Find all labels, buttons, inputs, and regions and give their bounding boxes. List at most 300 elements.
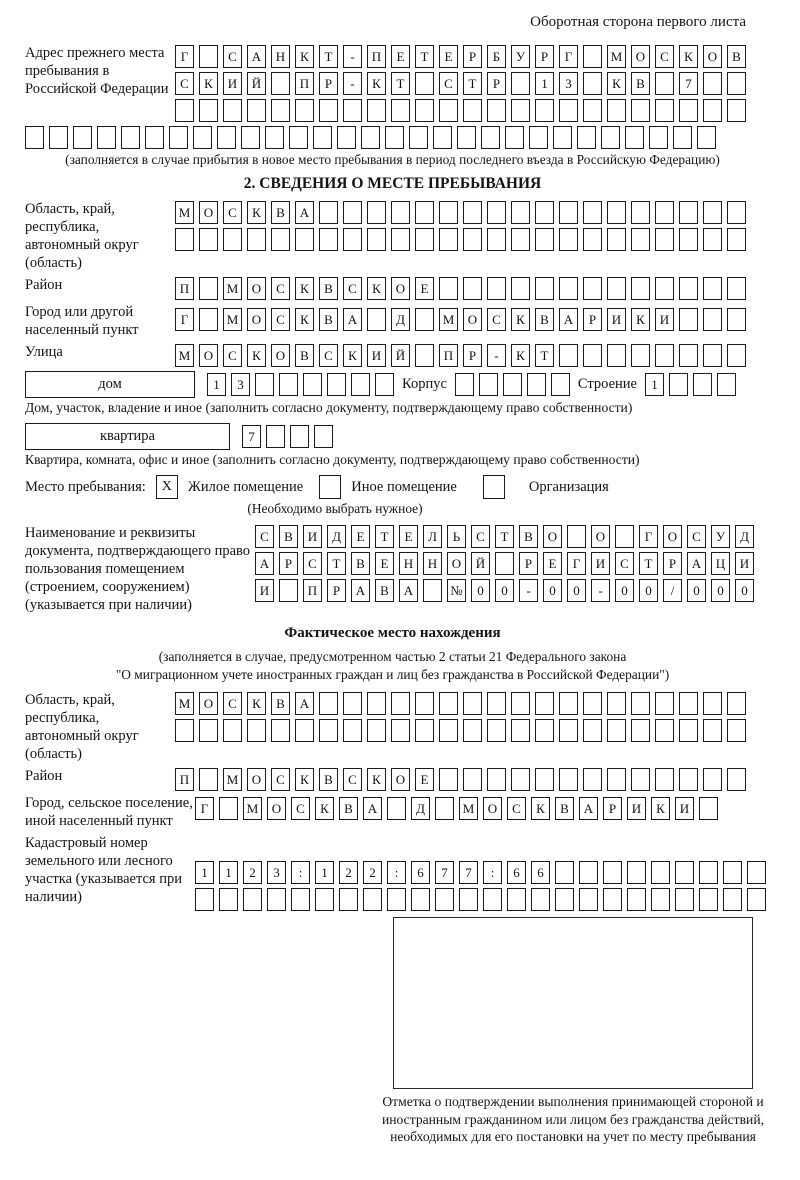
char-cell <box>675 888 694 911</box>
char-cell: Н <box>271 45 290 68</box>
char-cell: Т <box>639 552 658 575</box>
char-cell <box>559 228 578 251</box>
char-cell <box>367 308 386 331</box>
char-cell <box>487 719 506 742</box>
char-cell <box>655 99 674 122</box>
char-cell: П <box>295 72 314 95</box>
char-cell <box>279 579 298 602</box>
char-cell <box>314 425 333 448</box>
char-cell <box>535 228 554 251</box>
char-cell <box>655 344 674 367</box>
char-cell: К <box>631 308 650 331</box>
char-cell <box>555 888 574 911</box>
char-cell: 6 <box>507 861 526 884</box>
residential-checkbox: X <box>156 475 178 499</box>
char-cell: - <box>343 72 362 95</box>
char-cell <box>631 768 650 791</box>
char-cell <box>559 768 578 791</box>
char-cell <box>295 719 314 742</box>
residential-label: Жилое помещение <box>187 478 304 495</box>
char-cell: / <box>663 579 682 602</box>
char-cell: Т <box>463 72 482 95</box>
char-cell: С <box>271 768 290 791</box>
char-cell <box>223 99 242 122</box>
previous-address-row-1 <box>175 45 746 68</box>
char-cell <box>271 72 290 95</box>
char-cell: 7 <box>435 861 454 884</box>
char-cell: 0 <box>735 579 754 602</box>
stay-place-note: (Необходимо выбрать нужное) <box>247 501 423 517</box>
char-cell: Б <box>487 45 506 68</box>
previous-address-row-2 <box>175 72 746 95</box>
char-cell <box>697 126 716 149</box>
actual-location-note-line2: "О миграционном учете иностранных граждан и лиц без гражданства в Российской Федерации") <box>115 667 670 683</box>
organization-checkbox <box>483 475 505 499</box>
char-cell <box>319 201 338 224</box>
char-cell: Д <box>391 308 410 331</box>
char-cell: Е <box>375 552 394 575</box>
char-cell: С <box>343 277 362 300</box>
char-cell <box>535 768 554 791</box>
document-row-1 <box>255 525 754 548</box>
char-cell <box>303 373 322 396</box>
char-cell: Е <box>351 525 370 548</box>
char-cell: В <box>519 525 538 548</box>
char-cell: 1 <box>535 72 554 95</box>
char-cell <box>503 373 522 396</box>
char-cell <box>409 126 428 149</box>
document-block <box>25 525 760 615</box>
char-cell: 1 <box>195 861 214 884</box>
char-cell: 2 <box>243 861 262 884</box>
char-cell <box>435 888 454 911</box>
char-cell <box>25 126 44 149</box>
char-cell: Ь <box>447 525 466 548</box>
char-cell <box>703 277 722 300</box>
char-cell <box>145 126 164 149</box>
char-cell: 0 <box>639 579 658 602</box>
char-cell: У <box>711 525 730 548</box>
char-cell: 1 <box>219 861 238 884</box>
char-cell <box>607 228 626 251</box>
char-cell <box>727 344 746 367</box>
char-cell: О <box>663 525 682 548</box>
char-cell <box>481 126 500 149</box>
char-cell <box>391 201 410 224</box>
char-cell <box>271 99 290 122</box>
char-cell <box>631 277 650 300</box>
char-cell: В <box>535 308 554 331</box>
confirmation-stamp-box <box>393 917 753 1089</box>
char-cell <box>699 861 718 884</box>
char-cell <box>247 228 266 251</box>
char-cell <box>607 692 626 715</box>
char-cell <box>693 373 712 396</box>
char-cell: Г <box>567 552 586 575</box>
char-cell <box>559 692 578 715</box>
char-cell <box>583 768 602 791</box>
char-cell: Ц <box>711 552 730 575</box>
char-cell <box>583 344 602 367</box>
stroenie-row <box>645 373 736 396</box>
char-cell <box>679 277 698 300</box>
char-cell <box>487 768 506 791</box>
char-cell <box>463 277 482 300</box>
char-cell: Т <box>319 45 338 68</box>
char-cell <box>669 373 688 396</box>
house-number-row <box>207 373 394 396</box>
korpus-label: Корпус <box>402 375 447 392</box>
char-cell <box>583 719 602 742</box>
char-cell: К <box>199 72 218 95</box>
char-cell <box>223 228 242 251</box>
char-cell: С <box>291 797 310 820</box>
char-cell <box>367 228 386 251</box>
char-cell <box>703 99 722 122</box>
char-cell: В <box>339 797 358 820</box>
char-cell: И <box>223 72 242 95</box>
char-cell: М <box>607 45 626 68</box>
char-cell <box>507 888 526 911</box>
char-cell: 0 <box>567 579 586 602</box>
char-cell <box>679 719 698 742</box>
char-cell <box>463 768 482 791</box>
char-cell <box>439 201 458 224</box>
char-cell: О <box>463 308 482 331</box>
char-cell: Г <box>195 797 214 820</box>
char-cell <box>675 861 694 884</box>
city-block <box>25 304 760 340</box>
char-cell <box>243 888 262 911</box>
char-cell <box>559 277 578 300</box>
char-cell: А <box>363 797 382 820</box>
char-cell: И <box>367 344 386 367</box>
char-cell <box>535 277 554 300</box>
char-cell: : <box>387 861 406 884</box>
char-cell <box>511 719 530 742</box>
char-cell: А <box>399 579 418 602</box>
char-cell: И <box>735 552 754 575</box>
cadastral-row-2 <box>195 888 766 911</box>
char-cell <box>607 344 626 367</box>
char-cell <box>343 99 362 122</box>
char-cell <box>579 888 598 911</box>
actual-region-row-2 <box>175 719 746 742</box>
char-cell <box>679 768 698 791</box>
char-cell <box>289 126 308 149</box>
char-cell: Й <box>247 72 266 95</box>
char-cell <box>439 768 458 791</box>
char-cell <box>559 719 578 742</box>
actual-district-row <box>175 768 746 791</box>
char-cell: 0 <box>495 579 514 602</box>
char-cell: 1 <box>207 373 226 396</box>
char-cell: О <box>703 45 722 68</box>
char-cell <box>385 126 404 149</box>
city-row <box>175 308 746 331</box>
char-cell <box>631 344 650 367</box>
char-cell: И <box>627 797 646 820</box>
char-cell <box>511 99 530 122</box>
char-cell <box>367 692 386 715</box>
char-cell: С <box>271 277 290 300</box>
char-cell <box>655 719 674 742</box>
char-cell: 7 <box>242 425 261 448</box>
char-cell: С <box>223 692 242 715</box>
char-cell: Т <box>327 552 346 575</box>
char-cell <box>219 888 238 911</box>
actual-settlement-row <box>195 797 718 820</box>
char-cell: М <box>175 201 194 224</box>
char-cell <box>723 861 742 884</box>
char-cell: 7 <box>679 72 698 95</box>
char-cell <box>415 228 434 251</box>
char-cell <box>679 308 698 331</box>
char-cell: У <box>511 45 530 68</box>
char-cell: А <box>295 201 314 224</box>
char-cell: Е <box>415 277 434 300</box>
other-premises-checkbox <box>319 475 341 499</box>
char-cell <box>583 45 602 68</box>
char-cell: 1 <box>315 861 334 884</box>
char-cell <box>463 692 482 715</box>
char-cell <box>241 126 260 149</box>
char-cell <box>717 373 736 396</box>
char-cell: С <box>255 525 274 548</box>
char-cell <box>727 308 746 331</box>
char-cell: С <box>487 308 506 331</box>
char-cell: 0 <box>543 579 562 602</box>
char-cell: К <box>295 308 314 331</box>
char-cell <box>315 888 334 911</box>
char-cell <box>199 308 218 331</box>
char-cell <box>271 719 290 742</box>
char-cell <box>535 99 554 122</box>
char-cell: К <box>247 692 266 715</box>
char-cell <box>631 201 650 224</box>
char-cell: Т <box>391 72 410 95</box>
region-block <box>25 201 760 273</box>
actual-location-note-line1: (заполняется в случае, предусмотренном частью 2 статьи 21 Федерального закона <box>158 649 627 665</box>
char-cell: Т <box>495 525 514 548</box>
char-cell: А <box>579 797 598 820</box>
char-cell: С <box>223 201 242 224</box>
char-cell <box>655 72 674 95</box>
char-cell: М <box>223 308 242 331</box>
apartment-row <box>242 425 333 448</box>
cadastral-row-1 <box>195 861 766 884</box>
char-cell <box>723 888 742 911</box>
char-cell <box>583 201 602 224</box>
char-cell: П <box>175 277 194 300</box>
char-cell <box>415 72 434 95</box>
char-cell <box>555 861 574 884</box>
street-label: Улица <box>25 343 63 360</box>
char-cell <box>535 201 554 224</box>
char-cell <box>463 99 482 122</box>
char-cell <box>703 201 722 224</box>
char-cell: К <box>247 344 266 367</box>
char-cell <box>583 72 602 95</box>
char-cell: Р <box>583 308 602 331</box>
char-cell <box>607 768 626 791</box>
char-cell: № <box>447 579 466 602</box>
char-cell: В <box>351 552 370 575</box>
char-cell: В <box>727 45 746 68</box>
char-cell <box>559 344 578 367</box>
previous-address-row-3 <box>175 99 746 122</box>
street-row <box>175 344 746 367</box>
char-cell <box>703 72 722 95</box>
char-cell: Т <box>415 45 434 68</box>
char-cell <box>631 692 650 715</box>
char-cell <box>603 861 622 884</box>
char-cell <box>439 719 458 742</box>
char-cell <box>337 126 356 149</box>
char-cell: Р <box>663 552 682 575</box>
char-cell: С <box>471 525 490 548</box>
char-cell: Й <box>471 552 490 575</box>
char-cell: О <box>247 277 266 300</box>
char-cell <box>169 126 188 149</box>
char-cell <box>535 692 554 715</box>
char-cell <box>439 277 458 300</box>
document-grid <box>255 525 754 602</box>
char-cell: Р <box>327 579 346 602</box>
char-cell: П <box>175 768 194 791</box>
char-cell <box>487 277 506 300</box>
char-cell <box>511 277 530 300</box>
char-cell: С <box>223 45 242 68</box>
char-cell <box>439 692 458 715</box>
char-cell <box>435 797 454 820</box>
char-cell: - <box>343 45 362 68</box>
char-cell <box>487 228 506 251</box>
char-cell <box>747 888 766 911</box>
char-cell <box>457 126 476 149</box>
char-cell: В <box>271 692 290 715</box>
actual-district-label: Район <box>25 768 63 785</box>
char-cell: Н <box>423 552 442 575</box>
char-cell: О <box>199 692 218 715</box>
char-cell <box>387 797 406 820</box>
char-cell <box>290 425 309 448</box>
document-label: Наименование и реквизиты документа, подтверждающего право пользования помещением (строением, сооружением) (указывается при наличии) <box>25 525 251 614</box>
char-cell: И <box>675 797 694 820</box>
char-cell <box>607 719 626 742</box>
char-cell: О <box>199 201 218 224</box>
char-cell <box>535 719 554 742</box>
char-cell: А <box>343 308 362 331</box>
char-cell: В <box>279 525 298 548</box>
char-cell: Е <box>439 45 458 68</box>
char-cell: К <box>511 344 530 367</box>
char-cell <box>463 228 482 251</box>
cadastral-label: Кадастровый номер земельного или лесного участка (указывается при наличии) <box>25 835 182 905</box>
char-cell: 3 <box>559 72 578 95</box>
apartment-caption: Квартира, комната, офис и иное (заполнить согласно документу, подтверждающему право собственности) <box>25 451 640 467</box>
char-cell <box>727 72 746 95</box>
page-side-note: Оборотная сторона первого листа <box>530 14 746 30</box>
char-cell <box>673 126 692 149</box>
char-cell: Л <box>423 525 442 548</box>
char-cell <box>487 201 506 224</box>
street-block <box>25 344 760 367</box>
char-cell <box>319 228 338 251</box>
char-cell: Р <box>463 344 482 367</box>
region-row-2 <box>175 228 746 251</box>
actual-region-label: Область, край, республика, автономный округ (область) <box>25 692 139 763</box>
confirmation-stamp-caption: Отметка о подтверждении выполнения принимающей стороной и иностранным гражданином или лицом без гражданства действий, необходимых для его постановки на учет по месту пребывания <box>382 1094 764 1145</box>
previous-address-label: Адрес прежнего места пребывания в Российской Федерации <box>25 45 169 97</box>
char-cell <box>483 888 502 911</box>
char-cell <box>199 45 218 68</box>
char-cell: Д <box>411 797 430 820</box>
char-cell: О <box>391 277 410 300</box>
other-premises-label: Иное помещение <box>351 478 457 495</box>
char-cell: Е <box>391 45 410 68</box>
house-caption: Дом, участок, владение и иное (заполнить согласно документу, подтверждающему право собственности) <box>25 399 633 415</box>
house-block <box>25 371 760 398</box>
char-cell <box>727 201 746 224</box>
char-cell <box>343 228 362 251</box>
char-cell <box>583 692 602 715</box>
char-cell: К <box>367 72 386 95</box>
char-cell <box>631 719 650 742</box>
char-cell <box>727 768 746 791</box>
korpus-row <box>455 373 570 396</box>
char-cell <box>579 861 598 884</box>
char-cell <box>295 228 314 251</box>
char-cell: Р <box>319 72 338 95</box>
char-cell <box>433 126 452 149</box>
char-cell: : <box>483 861 502 884</box>
char-cell <box>583 228 602 251</box>
char-cell: С <box>615 552 634 575</box>
district-block <box>25 277 760 300</box>
char-cell <box>703 692 722 715</box>
char-cell: В <box>319 277 338 300</box>
char-cell: Е <box>415 768 434 791</box>
char-cell <box>313 126 332 149</box>
char-cell: О <box>543 525 562 548</box>
actual-location-note <box>25 648 760 684</box>
char-cell <box>415 99 434 122</box>
char-cell <box>631 99 650 122</box>
char-cell <box>291 888 310 911</box>
char-cell <box>97 126 116 149</box>
actual-district-block <box>25 768 760 791</box>
char-cell: М <box>175 692 194 715</box>
char-cell <box>727 99 746 122</box>
char-cell: Г <box>175 308 194 331</box>
char-cell: М <box>175 344 194 367</box>
char-cell <box>607 201 626 224</box>
char-cell <box>223 719 242 742</box>
char-cell: О <box>591 525 610 548</box>
char-cell <box>415 719 434 742</box>
char-cell <box>199 277 218 300</box>
organization-label: Организация <box>528 478 609 495</box>
char-cell <box>415 692 434 715</box>
char-cell <box>651 861 670 884</box>
char-cell <box>367 719 386 742</box>
char-cell: Р <box>519 552 538 575</box>
char-cell <box>415 308 434 331</box>
char-cell <box>387 888 406 911</box>
char-cell <box>455 373 474 396</box>
char-cell: Р <box>487 72 506 95</box>
